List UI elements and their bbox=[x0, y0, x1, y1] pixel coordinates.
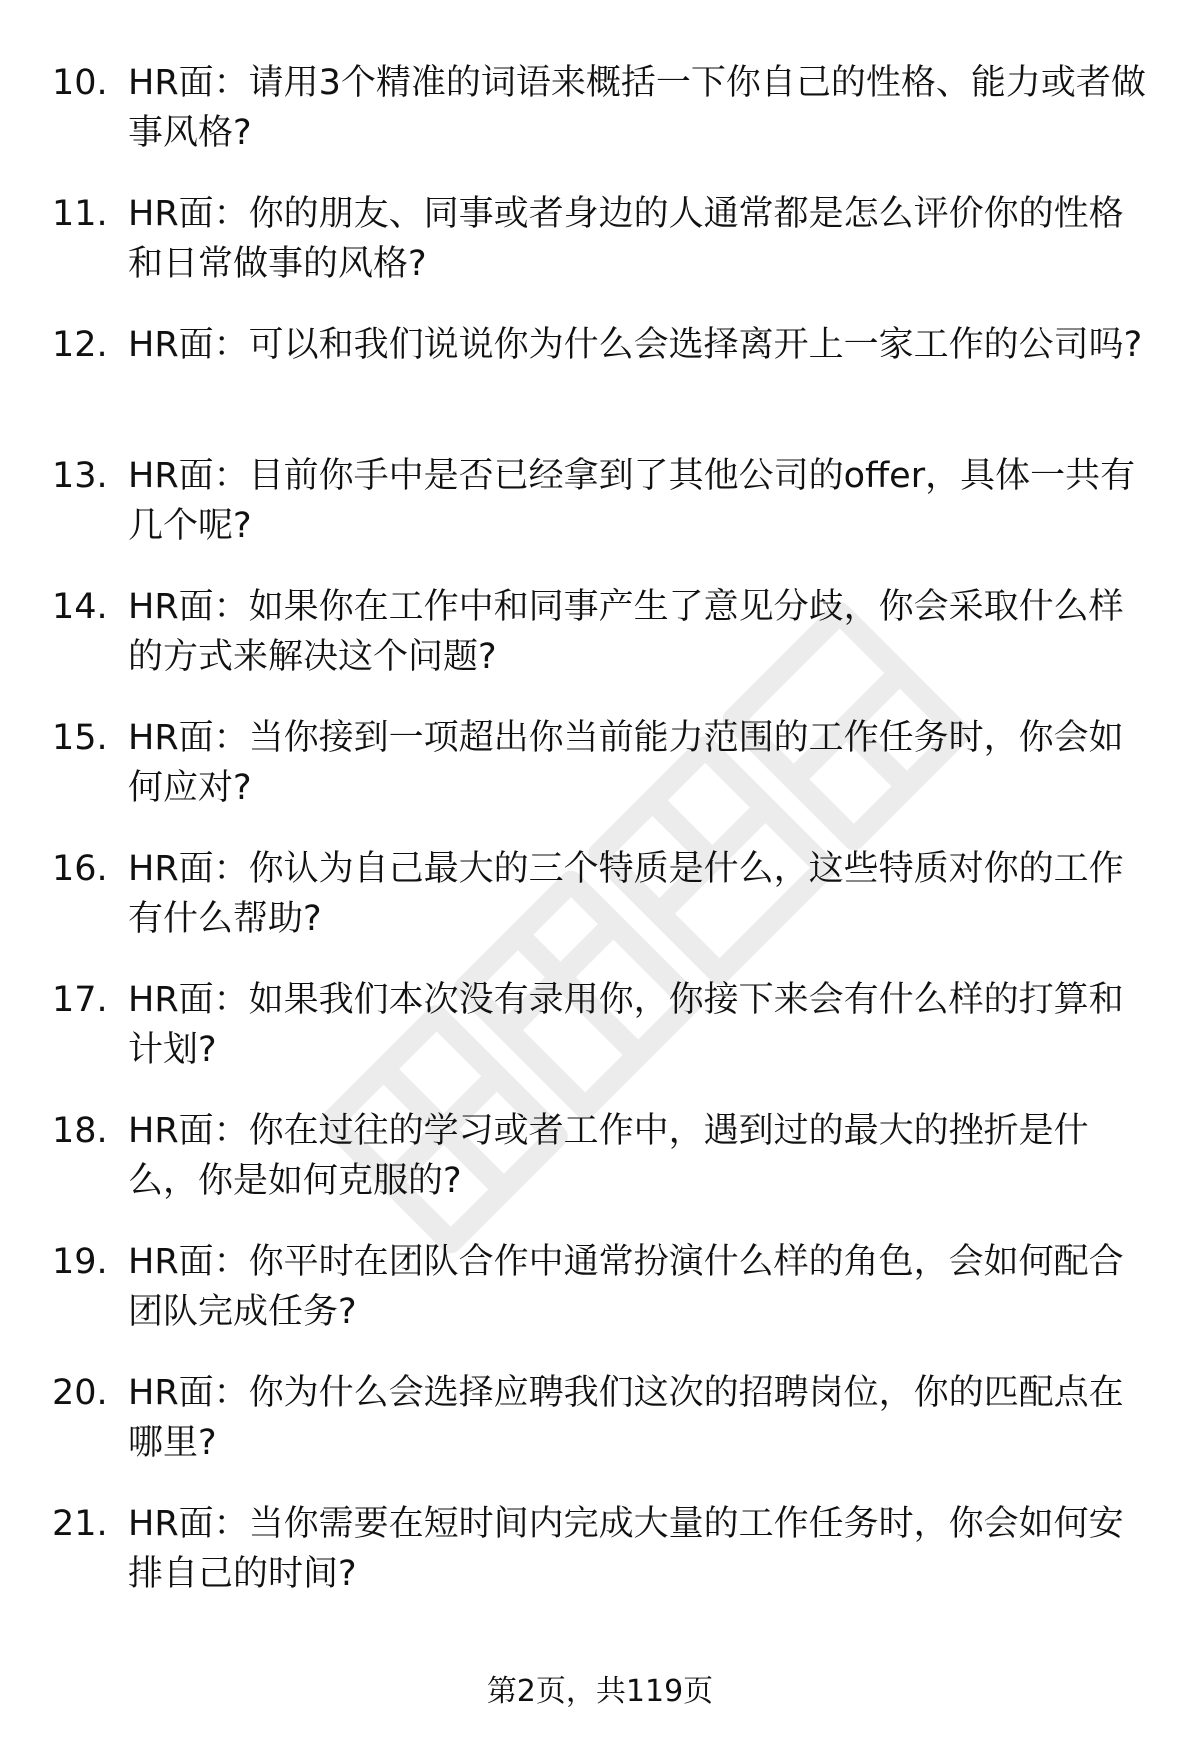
question-text: HR面：你的朋友、同事或者身边的人通常都是怎么评价你的性格和日常做事的风格? bbox=[128, 194, 1124, 284]
question-text: HR面：如果你在工作中和同事产生了意见分歧，你会采取什么样的方式来解决这个问题? bbox=[128, 587, 1124, 677]
question-number: 20. bbox=[52, 1373, 108, 1413]
question-text: HR面：当你接到一项超出你当前能力范围的工作任务时，你会如何应对? bbox=[128, 718, 1124, 808]
question-item bbox=[52, 320, 1160, 451]
question-number: 12. bbox=[52, 325, 108, 365]
question-number: 21. bbox=[52, 1504, 108, 1544]
question-text: HR面：目前你手中是否已经拿到了其他公司的offer，具体一共有几个呢? bbox=[128, 456, 1136, 546]
page-footer: 第2页，共119页 bbox=[486, 1674, 714, 1709]
question-item bbox=[52, 1368, 1160, 1499]
question-text: HR面：请用3个精准的词语来概括一下你自己的性格、能力或者做事风格? bbox=[128, 63, 1146, 153]
question-number: 18. bbox=[52, 1111, 108, 1151]
question-item bbox=[52, 58, 1160, 189]
question-item bbox=[52, 713, 1160, 844]
question-text: HR面：你在过往的学习或者工作中，遇到过的最大的挫折是什么，你是如何克服的? bbox=[128, 1111, 1089, 1201]
question-number: 16. bbox=[52, 849, 108, 889]
question-number: 13. bbox=[52, 456, 108, 496]
question-item bbox=[52, 1106, 1160, 1237]
question-text: HR面：你为什么会选择应聘我们这次的招聘岗位，你的匹配点在哪里? bbox=[128, 1373, 1124, 1463]
question-item bbox=[52, 582, 1160, 713]
question-item bbox=[52, 1237, 1160, 1368]
question-item bbox=[52, 975, 1160, 1106]
question-text: HR面：可以和我们说说你为什么会选择离开上一家工作的公司吗? bbox=[128, 325, 1143, 365]
question-item bbox=[52, 189, 1160, 320]
question-list bbox=[52, 58, 1160, 1630]
question-text: HR面：如果我们本次没有录用你，你接下来会有什么样的打算和计划? bbox=[128, 980, 1124, 1070]
question-number: 10. bbox=[52, 63, 108, 103]
question-item bbox=[52, 1499, 1160, 1630]
question-text: HR面：你平时在团队合作中通常扮演什么样的角色，会如何配合团队完成任务? bbox=[128, 1242, 1124, 1332]
question-number: 14. bbox=[52, 587, 108, 627]
question-number: 11. bbox=[52, 194, 108, 234]
question-text: HR面：当你需要在短时间内完成大量的工作任务时，你会如何安排自己的时间? bbox=[128, 1504, 1124, 1594]
question-number: 19. bbox=[52, 1242, 108, 1282]
question-text: HR面：你认为自己最大的三个特质是什么，这些特质对你的工作有什么帮助? bbox=[128, 849, 1124, 939]
question-number: 15. bbox=[52, 718, 108, 758]
question-item bbox=[52, 451, 1160, 582]
question-item bbox=[52, 844, 1160, 975]
question-number: 17. bbox=[52, 980, 108, 1020]
